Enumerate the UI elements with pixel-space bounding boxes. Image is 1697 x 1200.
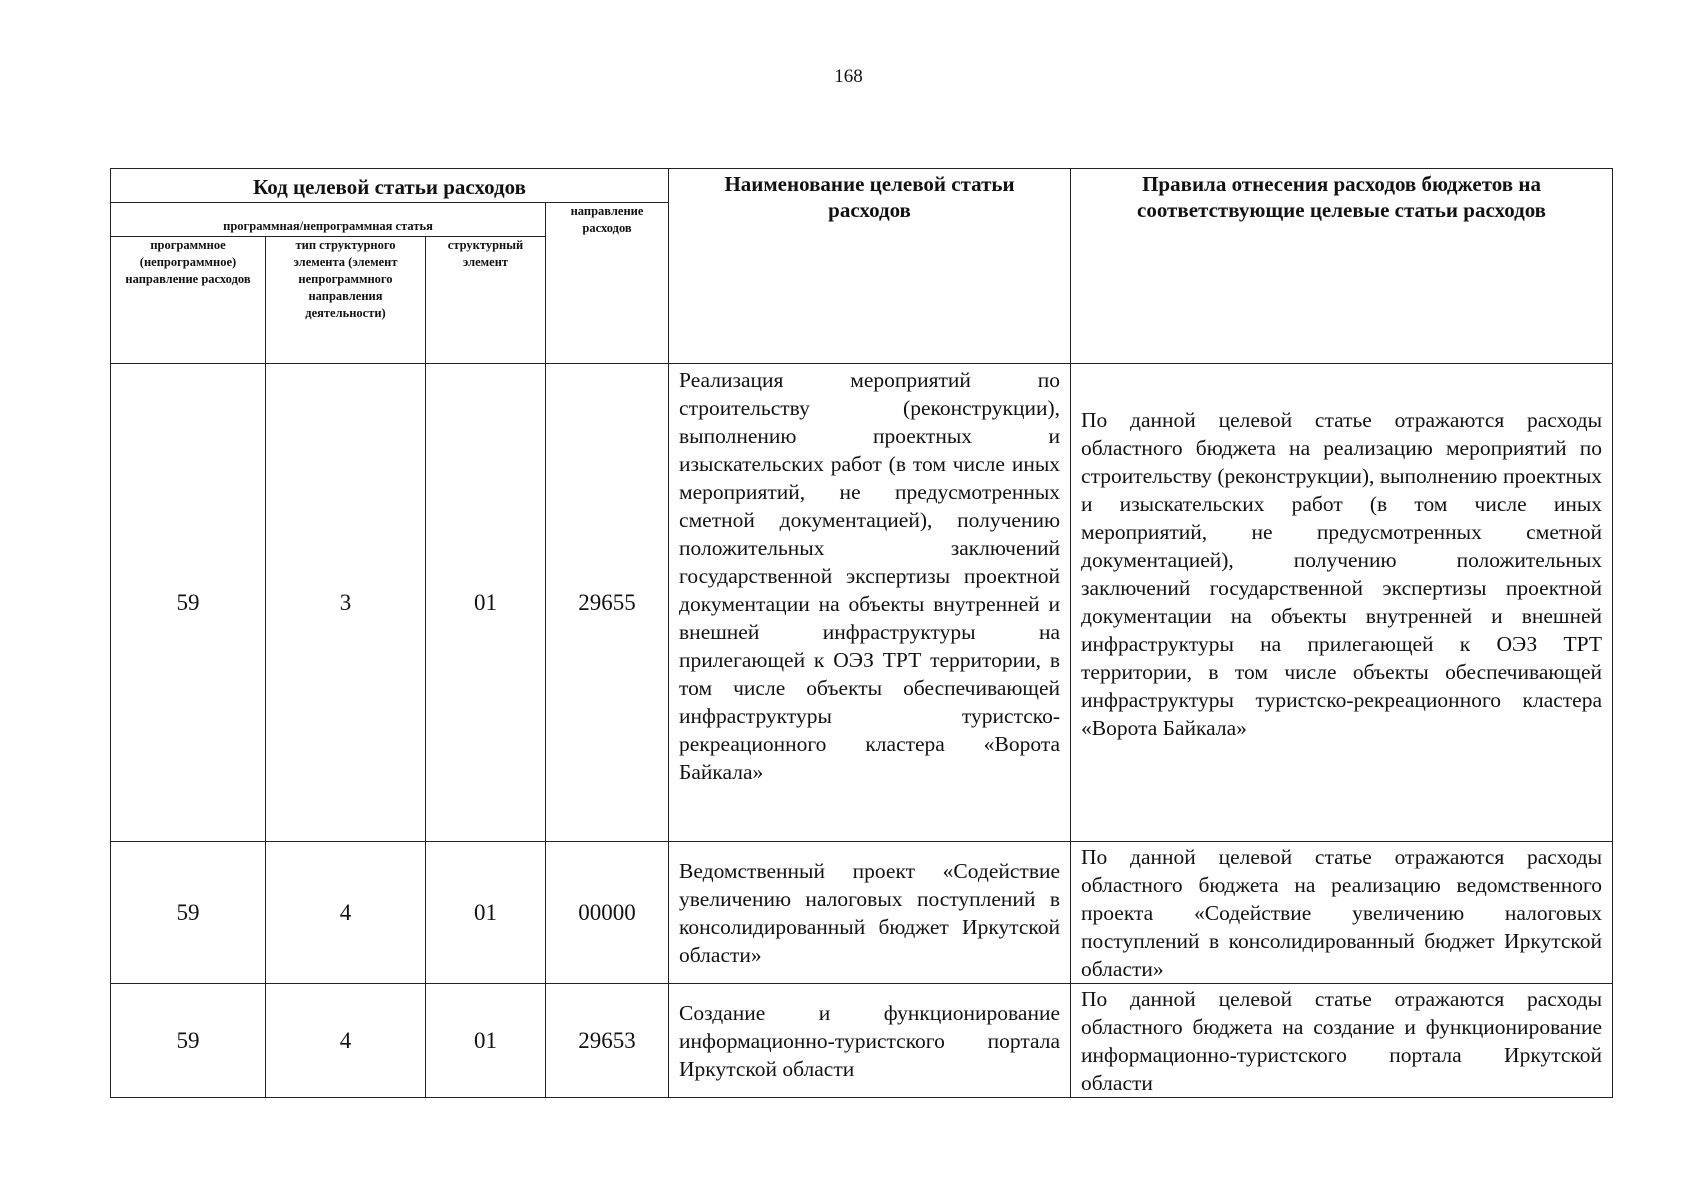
element-code-cell: 01 xyxy=(426,984,546,1098)
type-code-cell: 3 xyxy=(266,364,426,842)
type-code-cell: 4 xyxy=(266,842,426,984)
direction-code-cell: 29655 xyxy=(546,364,669,842)
table-row xyxy=(111,842,1613,984)
type-code-cell: 4 xyxy=(266,984,426,1098)
header-row-1 xyxy=(111,169,1613,203)
table-row xyxy=(111,984,1613,1098)
program-code-cell: 59 xyxy=(111,364,266,842)
element-code-cell: 01 xyxy=(426,842,546,984)
rule-cell: По данной целевой статье отражаются расходы областного бюджета на реализацию мероприятий по строительству (реконструкции), выполнению проектных и изыскательских работ (в том числе иных мероприятий, не предусмотренных сметной документацией), получению положительных заключений государственной экспертизы проектной документации на объекты внутренней и внешней инфраструктуры на прилегающей к ОЭЗ ТРТ территории, в том числе объекты обеспечивающей инфраструктуры туристско-рекреационного кластера «Ворота Байкала» xyxy=(1071,364,1613,842)
direction-code-cell: 29653 xyxy=(546,984,669,1098)
budget-table xyxy=(110,168,1613,1098)
table-row xyxy=(111,364,1613,842)
name-cell: Создание и функционирование информационно-туристского портала Иркутской области xyxy=(669,984,1071,1098)
rules-header: Правила отнесения расходов бюджетов на соответствующие целевые статьи расходов xyxy=(1071,169,1613,364)
page-number: 168 xyxy=(834,66,863,87)
element-code-cell: 01 xyxy=(426,364,546,842)
program-group-header: программная/непрограммная статья xyxy=(111,203,546,237)
name-cell: Ведомственный проект «Содействие увеличению налоговых поступлений в консолидированный бюджет Иркутской области» xyxy=(669,842,1071,984)
name-cell: Реализация мероприятий по строительству (реконструкции), выполнению проектных и изыскательских работ (в том числе иных мероприятий, не предусмотренных сметной документацией), получению положительных заключений государственной экспертизы проектной документации на объекты внутренней и внешней инфраструктуры на прилегающей к ОЭЗ ТРТ территории, в том числе объекты обеспечивающей инфраструктуры туристско-рекреационного кластера «Ворота Байкала» xyxy=(669,364,1071,842)
rule-cell: По данной целевой статье отражаются расходы областного бюджета на реализацию ведомственного проекта «Содействие увеличению налоговых поступлений в консолидированный бюджет Иркутской области» xyxy=(1071,842,1613,984)
element-type-header: тип структурного элемента (элемент непрограммного направления деятельности) xyxy=(266,237,426,364)
direction-code-cell: 00000 xyxy=(546,842,669,984)
code-group-header: Код целевой статьи расходов xyxy=(111,169,669,203)
structural-element-header: структурный элемент xyxy=(426,237,546,364)
program-code-cell: 59 xyxy=(111,984,266,1098)
direction-header: направление расходов xyxy=(546,203,669,364)
program-direction-header: программное (непрограммное) направление расходов xyxy=(111,237,266,364)
rule-cell: По данной целевой статье отражаются расходы областного бюджета на создание и функционирование информационно-туристского портала Иркутской области xyxy=(1071,984,1613,1098)
name-header: Наименование целевой статьи расходов xyxy=(669,169,1071,364)
program-code-cell: 59 xyxy=(111,842,266,984)
